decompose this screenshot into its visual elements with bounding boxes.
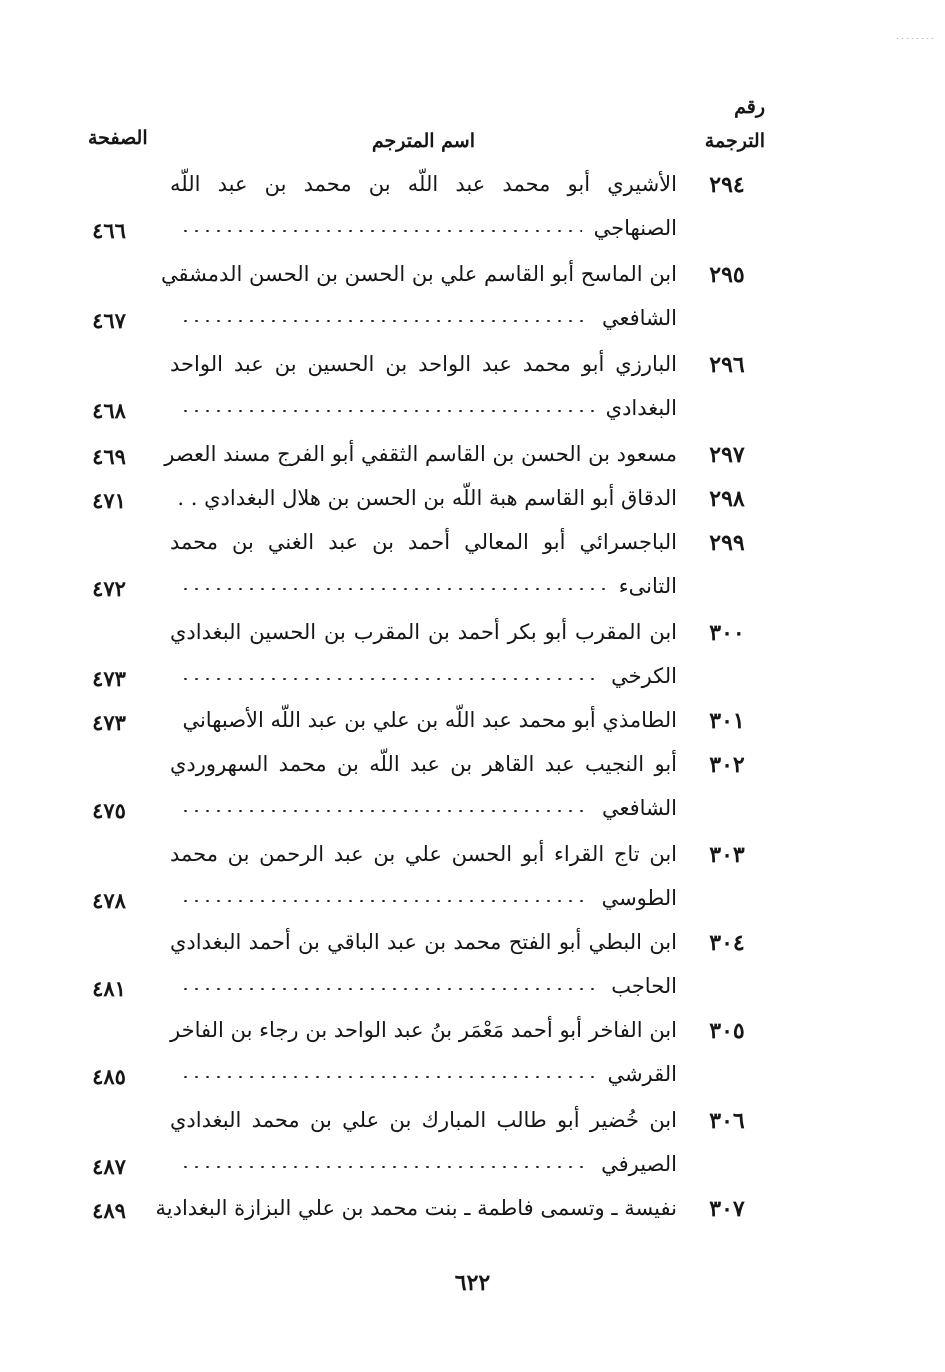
entry-name-line2 (180, 974, 677, 998)
entry-page: ٤٧٣ (92, 666, 126, 691)
entry-name-continuation: الحاجب (611, 974, 677, 998)
entry-name-line2 (180, 664, 677, 688)
entry-name-continuation: البغدادي (605, 396, 677, 420)
entry-page: ٤٧٨ (92, 888, 126, 913)
entry-name-line1: ابن المقرب أبو بكر أحمد بن المقرب بن الحسين البغدادي (170, 620, 677, 644)
dot-leader (180, 988, 599, 990)
dot-leader (180, 320, 590, 322)
entry-name-line1: الأشيري أبو محمد عبد اللّه بن محمد بن عبد اللّه (170, 172, 677, 196)
entry-name-line1: ابن الفاخر أبو أحمد مَعْمَر بنُ عبد الواحد بن رجاء بن الفاخر (170, 1018, 677, 1042)
entry-name-line2 (180, 796, 677, 820)
entry-number: ٣٠٥ (709, 1018, 745, 1044)
entry-number: ٣٠٣ (709, 842, 745, 868)
entry-number: ٣٠٤ (709, 930, 745, 956)
header-number-label-line1: رقم (734, 96, 765, 118)
entry-name-continuation: القرشي (607, 1062, 677, 1086)
page-number: ٦٢٢ (454, 1270, 491, 1296)
dot-leader (180, 900, 590, 902)
entry-name-line1: أبو النجيب عبد القاهر بن عبد اللّه بن محمد السهروردي (170, 752, 677, 776)
entry-number: ٢٩٦ (709, 352, 745, 378)
entry-page: ٤٦٩ (92, 444, 126, 469)
dot-leader (180, 1166, 589, 1168)
entry-name-line2 (180, 216, 677, 240)
entry-number: ٣٠٢ (709, 752, 745, 778)
entry-name-line1: الباجسرائي أبو المعالي أحمد بن عبد الغني بن محمد (170, 530, 677, 554)
entry-name-line1: الطامذي أبو محمد عبد اللّه بن علي بن عبد اللّه الأصبهاني (182, 708, 677, 732)
entry-name-line1: نفيسة ـ وتسمى فاطمة ـ بنت محمد بن علي البزازة البغدادية (155, 1196, 677, 1220)
entry-page: ٤٧٥ (92, 798, 126, 823)
entry-name-line1: ابن الماسح أبو القاسم علي بن الحسن بن الحسن الدمشقي (160, 262, 677, 286)
entry-number: ٢٩٧ (709, 442, 745, 468)
entry-name-continuation: الطوسي (601, 886, 677, 910)
entry-page: ٤٦٨ (92, 398, 126, 423)
entry-name-line1: الدقاق أبو القاسم هبة اللّه بن الحسن بن هلال البغدادي . . (177, 486, 677, 510)
entry-name-line2 (180, 1062, 677, 1086)
dot-leader (180, 1076, 595, 1078)
dot-leader (180, 410, 594, 412)
entry-name-line2 (180, 306, 677, 330)
entry-number: ٣٠٦ (709, 1108, 745, 1134)
entry-name-line1: ابن البطي أبو الفتح محمد بن عبد الباقي بن أحمد البغدادي (170, 930, 677, 954)
entry-name-continuation: الشافعي (601, 306, 677, 330)
entry-name-line2 (180, 886, 677, 910)
entry-page: ٤٧٣ (92, 710, 126, 735)
entry-name-continuation: الصنهاجي (593, 216, 677, 240)
header-page-label: الصفحة (88, 127, 148, 149)
entry-page: ٤٧١ (92, 488, 126, 513)
entry-number: ٢٩٨ (709, 486, 745, 512)
entry-name-continuation: الصيرفي (601, 1152, 677, 1176)
dot-leader (180, 678, 599, 680)
dot-leader (180, 230, 582, 232)
entry-name-line1: ابن خُضير أبو طالب المبارك بن علي بن محمد البغدادي (170, 1108, 677, 1132)
entry-page: ٤٨٧ (92, 1154, 126, 1179)
entry-number: ٢٩٥ (709, 262, 745, 288)
entry-page: ٤٧٢ (92, 576, 126, 601)
entry-name-line1: البارزي أبو محمد عبد الواحد بن الحسين بن عبد الواحد (170, 352, 677, 376)
entry-number: ٣٠٧ (709, 1196, 745, 1222)
entry-number: ٢٩٤ (709, 172, 745, 198)
entry-name-continuation: الكرخي (611, 664, 677, 688)
entry-page: ٤٨٩ (92, 1198, 126, 1223)
entry-number: ٣٠٠ (709, 620, 745, 646)
entry-name-line1: مسعود بن الحسن بن القاسم الثقفي أبو الفرج مسند العصر (164, 442, 677, 466)
header-number-label-line2: الترجمة (704, 130, 765, 152)
entry-page: ٤٦٧ (92, 308, 126, 333)
entry-name-continuation: الشافعي (601, 796, 677, 820)
entry-name-continuation: التانىء (618, 574, 677, 598)
entry-name-line1: ابن تاج القراء أبو الحسن علي بن عبد الرحمن بن محمد (170, 842, 677, 866)
entry-number: ٢٩٩ (709, 530, 745, 556)
entry-name-line2 (180, 574, 677, 598)
entry-number: ٣٠١ (709, 708, 745, 734)
dot-leader (180, 588, 607, 590)
entry-name-line2 (180, 396, 677, 420)
entry-page: ٤٨٥ (92, 1064, 126, 1089)
entry-name-line2 (180, 1152, 677, 1176)
scan-speck (895, 38, 935, 39)
entry-page: ٤٨١ (92, 976, 126, 1001)
entry-page: ٤٦٦ (92, 218, 126, 243)
dot-leader (180, 810, 590, 812)
header-name-label: اسم المترجم (371, 130, 475, 152)
